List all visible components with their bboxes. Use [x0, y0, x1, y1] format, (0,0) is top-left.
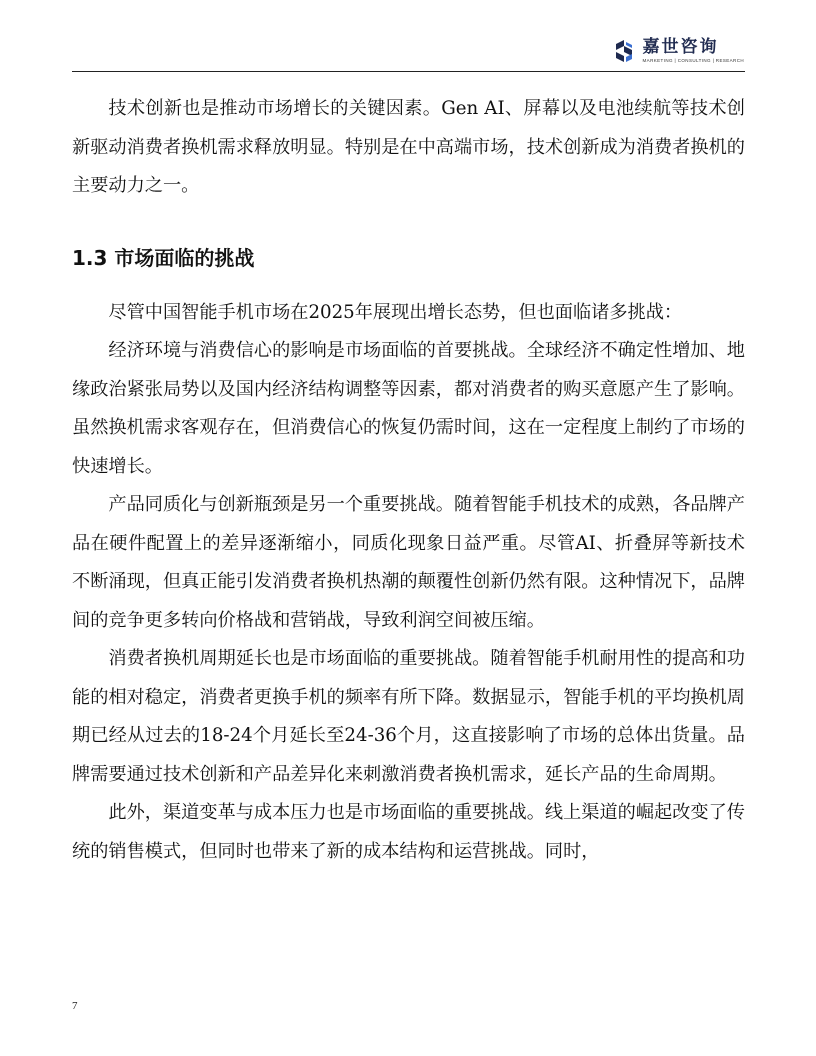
brand-header [611, 38, 744, 64]
intro-paragraph: 技术创新也是推动市场增长的关键因素。Gen AI、屏幕以及电池续航等技术创新驱动消费者换机需求释放明显。特别是在中高端市场，技术创新成为消费者换机的主要动力之一。 [72, 98, 745, 196]
brand-tagline: MARKETING | CONSULTING | RESEARCH [642, 58, 744, 63]
header-divider [72, 71, 745, 72]
page-body [72, 90, 745, 871]
page-number: 7 [72, 1000, 78, 1012]
body-paragraph: 经济环境与消费信心的影响是市场面临的首要挑战。全球经济不确定性增加、地缘政治紧张局势以及国内经济结构调整等因素，都对消费者的购买意愿产生了影响。虽然换机需求客观存在，但消费信心的恢复仍需时间，这在一定程度上制约了市场的快速增长。 [72, 340, 745, 477]
body-paragraph: 消费者换机周期延长也是市场面临的重要挑战。随着智能手机耐用性的提高和功能的相对稳定，消费者更换手机的频率有所下降。数据显示，智能手机的平均换机周期已经从过去的18-24个月延长至24-36个月，这直接影响了市场的总体出货量。品牌需要通过技术创新和产品差异化来刺激消费者换机需求，延长产品的生命周期。 [72, 648, 745, 785]
body-paragraph: 产品同质化与创新瓶颈是另一个重要挑战。随着智能手机技术的成熟，各品牌产品在硬件配置上的差异逐渐缩小，同质化现象日益严重。尽管AI、折叠屏等新技术不断涌现，但真正能引发消费者换机热潮的颠覆性创新仍然有限。这种情况下，品牌间的竞争更多转向价格战和营销战，导致利润空间被压缩。 [72, 494, 745, 631]
brand-name: 嘉世咨询 [642, 37, 719, 57]
section-heading: 1.3 市场面临的挑战 [72, 245, 255, 270]
body-paragraph: 尽管中国智能手机市场在2025年展现出增长态势，但也面临诸多挑战： [108, 301, 683, 323]
body-paragraph: 此外，渠道变革与成本压力也是市场面临的重要挑战。线上渠道的崛起改变了传统的销售模式，但同时也带来了新的成本结构和运营挑战。同时， [72, 802, 745, 862]
brand-logo-icon [611, 38, 637, 64]
